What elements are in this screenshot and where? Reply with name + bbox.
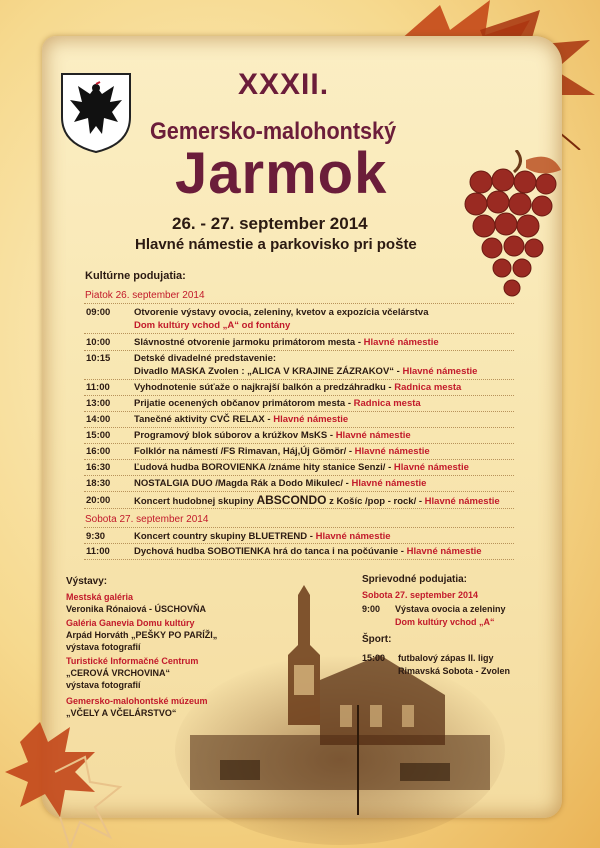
cultural-heading: Kultúrne podujatia: bbox=[85, 270, 186, 282]
edition-title: XXXII. bbox=[238, 68, 330, 101]
row-event: NOSTALGIA DUO /Magda Rák a Dodo Mikulec/ - Hlavné námestie bbox=[134, 478, 427, 489]
row-time: 11:00 bbox=[86, 546, 110, 557]
exhibition-line: „VČELY A VČELÁRSTVO“ bbox=[66, 708, 177, 718]
exhibition-line: výstava fotografií bbox=[66, 642, 141, 652]
exhibition-place: Gemersko-malohontské múzeum bbox=[66, 696, 208, 706]
sport-line: futbalový zápas II. ligy bbox=[398, 653, 494, 663]
row-time: 09:00 bbox=[86, 307, 111, 318]
event-subtitle: Gemersko-malohontský bbox=[150, 118, 397, 145]
exhibition-place: Turistické Informačné Centrum bbox=[66, 656, 199, 666]
side-events-time: 9:00 bbox=[362, 604, 381, 614]
row-event: Programový blok súborov a krúžkov MsKS - Hlavné námestie bbox=[134, 430, 411, 441]
row-time: 15:00 bbox=[86, 430, 111, 441]
grape-icon bbox=[456, 150, 568, 310]
sport-line: Rimavská Sobota - Zvolen bbox=[398, 666, 511, 676]
row-time: 14:00 bbox=[86, 414, 111, 425]
row-event: Dychová hudba SOBOTIENKA hrá do tanca i na počúvanie - Hlavné námestie bbox=[134, 546, 482, 557]
exhibition-line: výstava fotografií bbox=[66, 680, 141, 690]
row-location: Dom kultúry vchod „A“ od fontány bbox=[134, 320, 291, 331]
exhibition-place: Galéria Ganevia Domu kultúry bbox=[66, 618, 195, 628]
side-events-location: Dom kultúry vchod „A“ bbox=[395, 617, 495, 627]
row-time: 20:00 bbox=[86, 495, 111, 506]
exhibition-line: Arpád Horváth „PEŠKY PO PARÍŽI„ bbox=[66, 630, 218, 640]
row-event: Tanečné aktivity CVČ RELAX - Hlavné námestie bbox=[134, 414, 349, 425]
row-event: Ľudová hudba BOROVIENKA /známe hity stanice Senzi/ - Hlavné námestie bbox=[134, 462, 469, 473]
side-events-day: Sobota 27. september 2014 bbox=[362, 590, 479, 600]
row-time: 10:00 bbox=[86, 337, 111, 348]
row-time: 9:30 bbox=[86, 531, 106, 542]
exhibition-line: Veronika Rónaiová - ÚSCHOVŇA bbox=[66, 604, 207, 614]
event-title: Jarmok bbox=[175, 141, 388, 206]
autumn-leaf-icon bbox=[0, 712, 130, 848]
side-events-heading: Sprievodné podujatia: bbox=[362, 574, 468, 585]
event-venue: Hlavné námestie a parkovisko pri pošte bbox=[135, 236, 417, 253]
exhibition-line: „CEROVÁ VRCHOVINA“ bbox=[66, 668, 171, 678]
row-time: 16:00 bbox=[86, 446, 111, 457]
side-events-text: Výstava ovocia a zeleniny bbox=[395, 604, 506, 614]
exhibitions-heading: Výstavy: bbox=[66, 576, 108, 587]
row-time: 13:00 bbox=[86, 398, 111, 409]
row-time: 10:15 bbox=[86, 353, 111, 364]
saturday-day: Sobota 27. september 2014 bbox=[85, 514, 209, 525]
row-text: Detské divadelné predstavenie: bbox=[134, 353, 277, 364]
event-dates: 26. - 27. september 2014 bbox=[172, 214, 368, 233]
row-time: 11:00 bbox=[86, 382, 110, 393]
exhibition-place: Mestská galéria bbox=[66, 592, 134, 602]
sport-time: 15:00 bbox=[362, 653, 386, 663]
friday-day: Piatok 26. september 2014 bbox=[85, 290, 205, 301]
sport-heading: Šport: bbox=[362, 634, 392, 645]
row-event: Koncert country skupiny BLUETREND - Hlavné námestie bbox=[134, 531, 391, 542]
row-event: Koncert hudobnej skupiny ABSCONDO z Košíc /pop - rock/ - Hlavné námestie bbox=[134, 493, 500, 507]
row-event: Prijatie ocenených občanov primátorom mesta - Radnica mesta bbox=[134, 398, 421, 409]
row-event: Slávnostné otvorenie jarmoku primátorom mesta - Hlavné námestie bbox=[134, 337, 439, 348]
row-text: Otvorenie výstavy ovocia, zeleniny, kvetov a expozícia včelárstva bbox=[134, 307, 429, 318]
row-event: Vyhodnotenie súťaže o najkrajší balkón a predzáhradku - Radnica mesta bbox=[134, 382, 462, 393]
coat-of-arms-icon bbox=[60, 72, 132, 154]
row-time: 16:30 bbox=[86, 462, 111, 473]
row-time: 18:30 bbox=[86, 478, 111, 489]
row-event: Divadlo MASKA Zvolen : „ALICA V KRAJINE ZÁZRAKOV“ - Hlavné námestie bbox=[134, 366, 478, 377]
row-event: Folklór na námestí /FS Rimavan, Háj,Új Gömör/ - Hlavné námestie bbox=[134, 446, 430, 457]
